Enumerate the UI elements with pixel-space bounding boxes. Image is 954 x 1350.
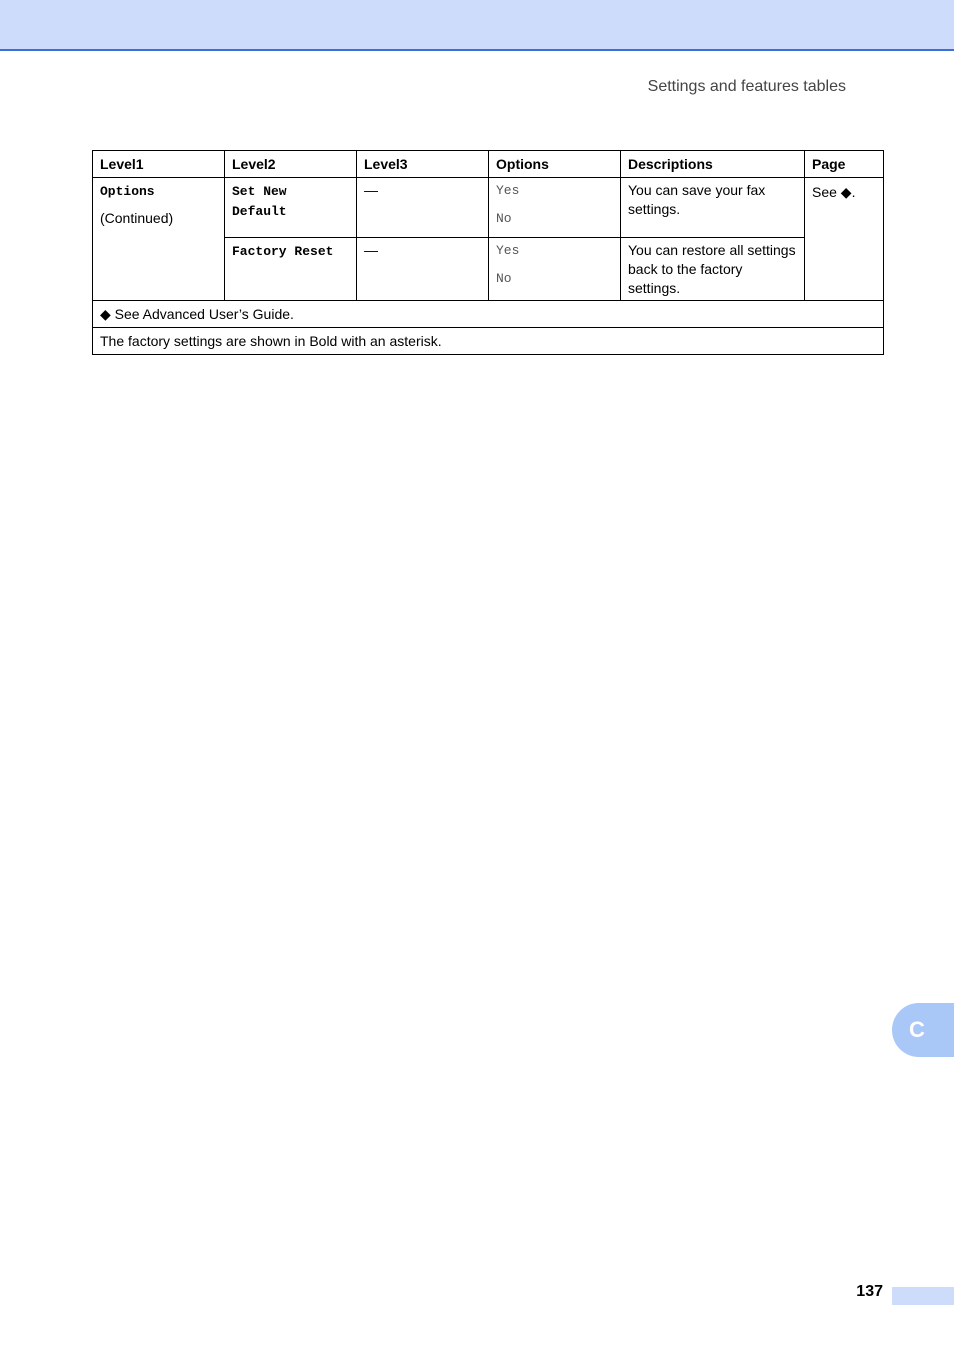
level2-factory-reset: Factory Reset: [232, 244, 334, 259]
header-level2: Level2: [225, 151, 357, 178]
header-level3: Level3: [357, 151, 489, 178]
footnote-defaults: The factory settings are shown in Bold with an asterisk.: [93, 328, 884, 355]
page-number: 137: [856, 1283, 883, 1300]
page-number-bar: [892, 1287, 954, 1305]
table-row: [93, 178, 884, 238]
running-header: Settings and features tables: [647, 78, 846, 95]
options-cell: [489, 178, 621, 238]
level3-cell: —: [357, 238, 489, 301]
header-page: Page: [805, 151, 884, 178]
level1-cell: [93, 178, 225, 301]
description-cell: You can restore all settings back to the factory settings.: [621, 238, 805, 301]
header-band: [0, 0, 954, 51]
option-no: No: [496, 211, 512, 226]
options-cell: [489, 238, 621, 301]
table-header-row: [93, 151, 884, 178]
level2-cell: [225, 178, 357, 238]
level2-cell: [225, 238, 357, 301]
option-yes: Yes: [496, 243, 520, 258]
level1-name: Options: [100, 184, 155, 199]
table-footnote-row: [93, 328, 884, 355]
table-footnote-row: [93, 301, 884, 328]
chapter-tab: C: [892, 1003, 954, 1057]
level3-cell: —: [357, 178, 489, 238]
level2-set-new-default: Set New Default: [232, 184, 287, 219]
header-descriptions: Descriptions: [621, 151, 805, 178]
page-ref-cell: See ◆.: [805, 178, 884, 301]
level1-continued: (Continued): [100, 210, 174, 226]
footnote-reference: ◆ See Advanced User’s Guide.: [93, 301, 884, 328]
settings-table: [92, 150, 884, 355]
option-no: No: [496, 271, 512, 286]
option-yes: Yes: [496, 183, 520, 198]
header-level1: Level1: [93, 151, 225, 178]
header-options: Options: [489, 151, 621, 178]
description-cell: You can save your fax settings.: [621, 178, 805, 238]
